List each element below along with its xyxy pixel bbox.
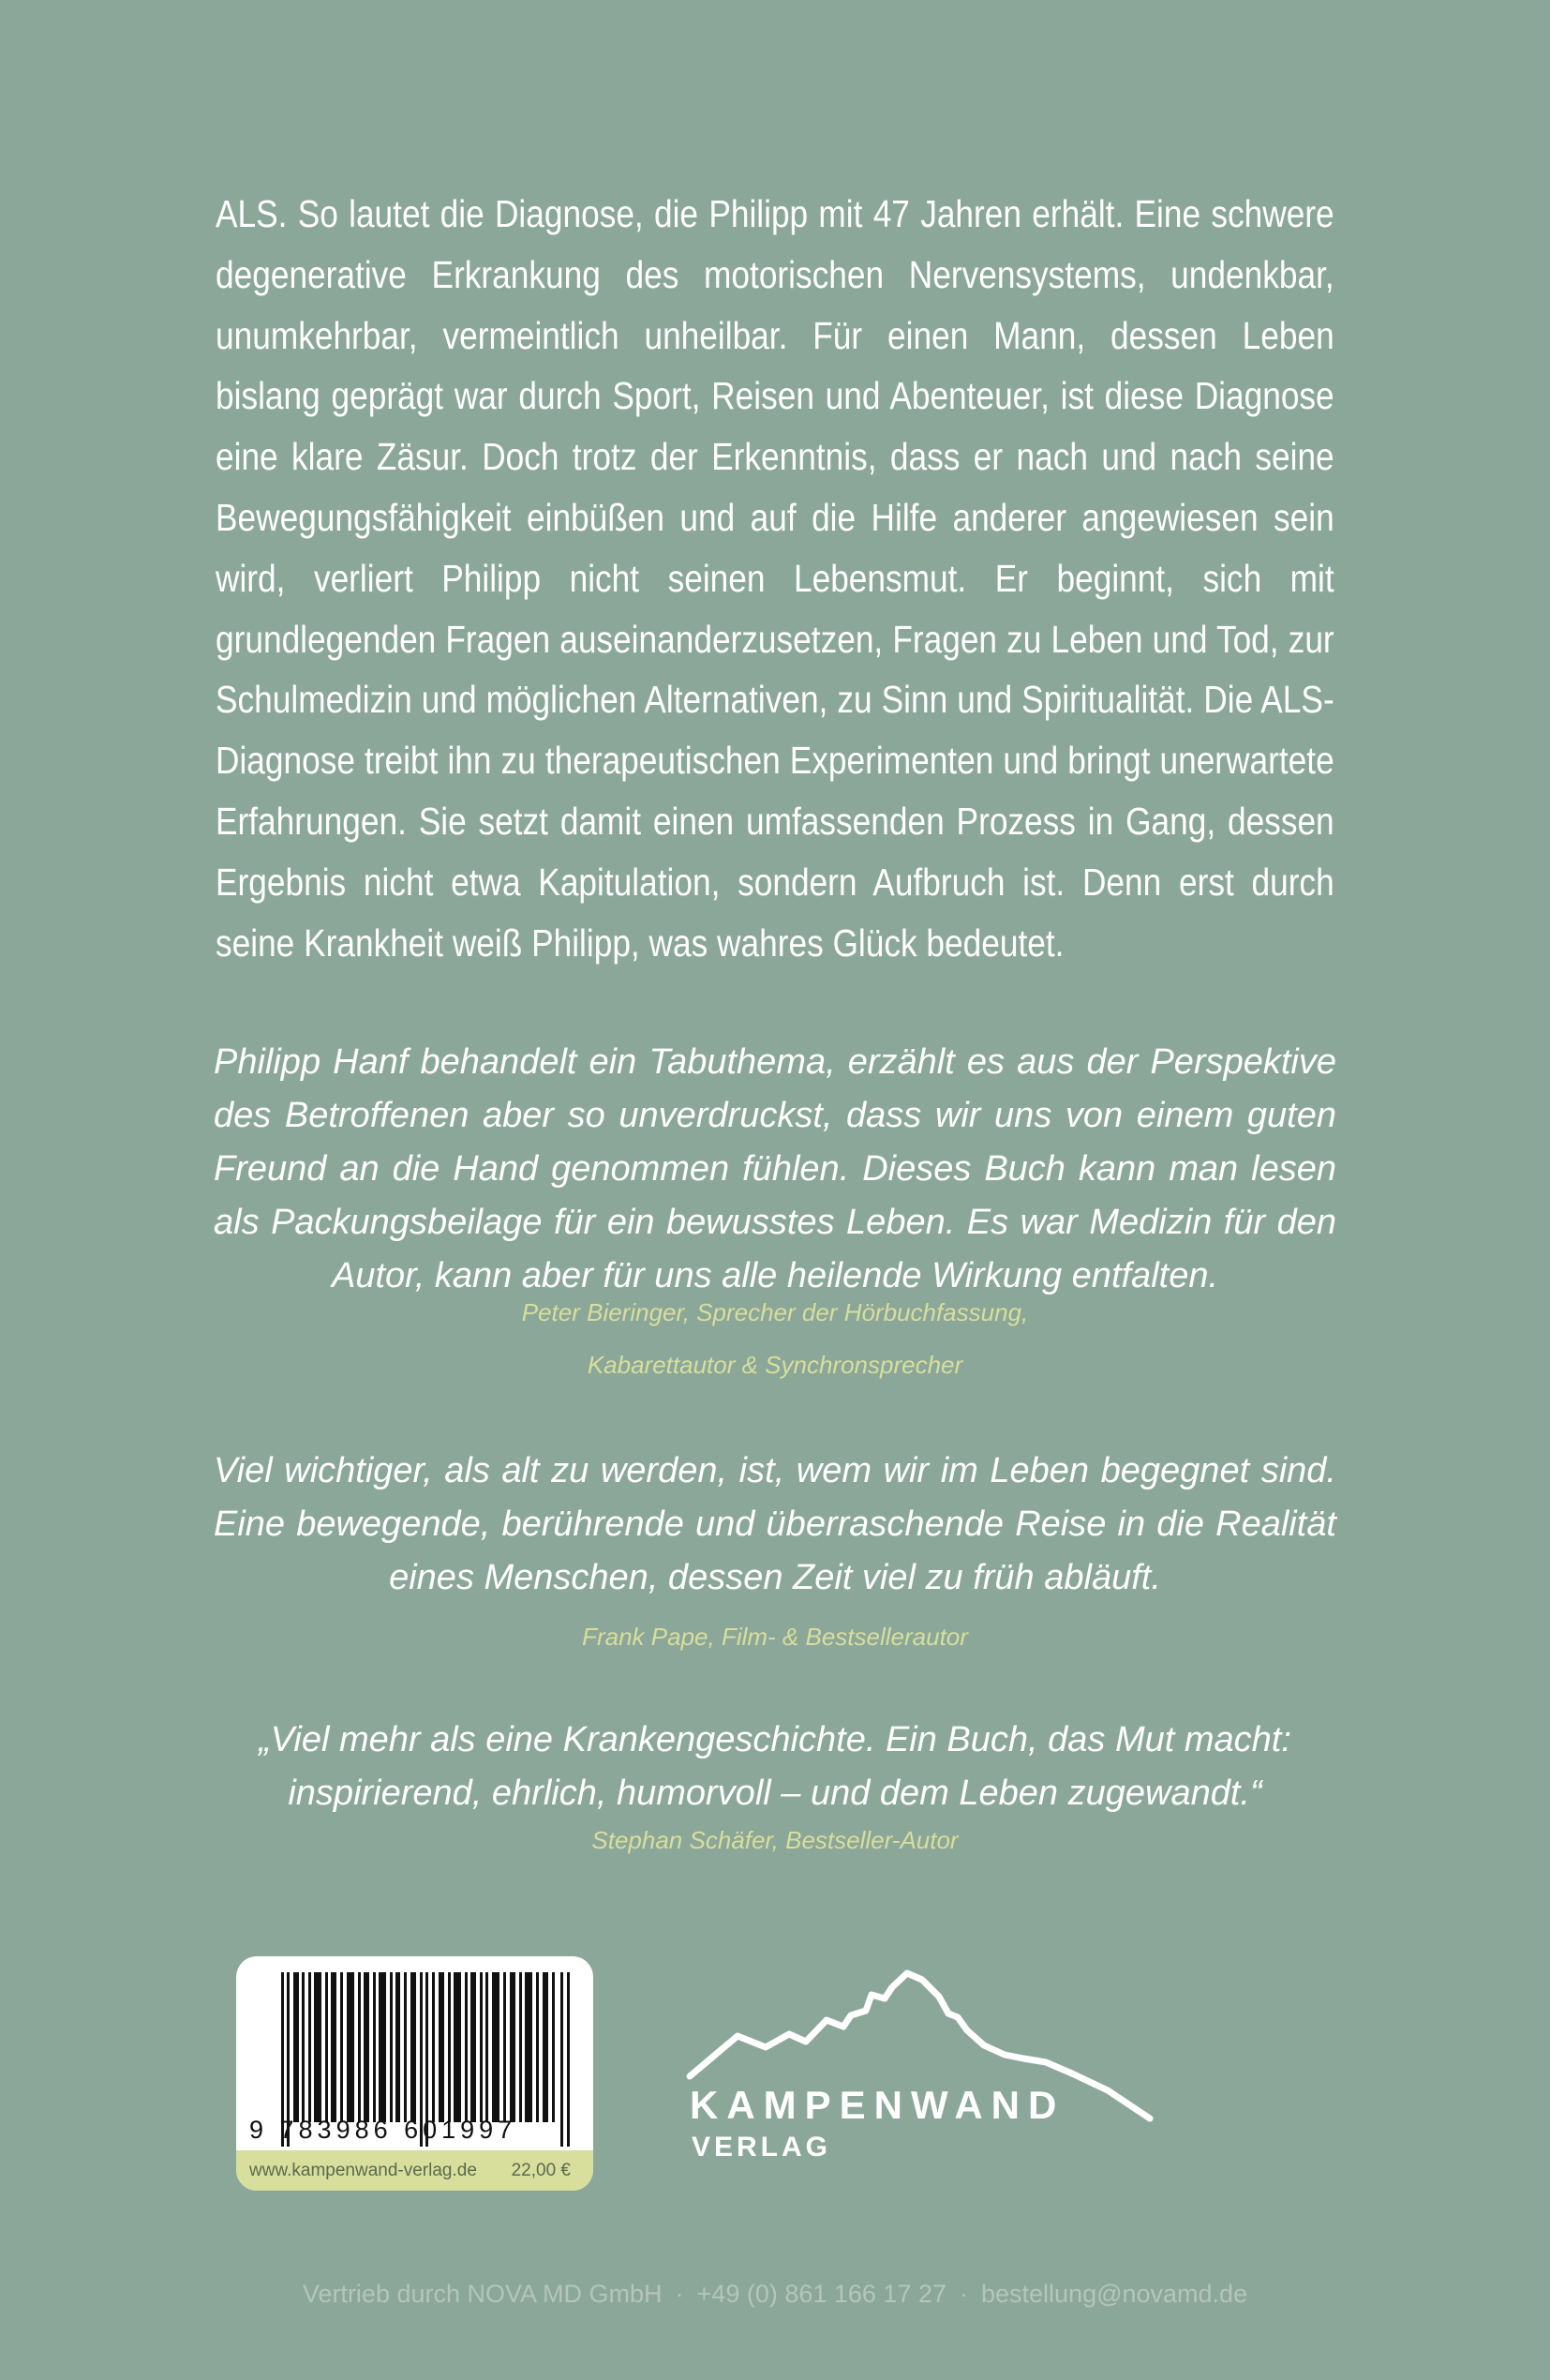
- quote-1-attribution-line1: Peter Bieringer, Sprecher der Hörbuchfassung,: [521, 1298, 1029, 1326]
- publisher-name: KAMPENWAND: [690, 2083, 1066, 2127]
- blurb-text: ALS. So lautet die Diagnose, die Philipp mit 47 Jahren erhält. Eine schwere degenerative Erkrankung des motorischen Nervensystems, undenkbar, unumkehrbar, vermeintlich unheilbar. Für einen Mann, dessen Leben bislang geprägt war durch Sport, Reisen und Abenteuer, ist diese Diagnose eine klare Zäsur. Doch trotz der Erkenntnis, dass er nach und nach seine Bewegungsfähigkeit einbüßen und auf die Hilfe anderer angewiesen sein wird, verliert Philipp nicht seinen Lebensmut. Er beginnt, sich mit grundlegenden Fragen auseinanderzusetzen, Fragen zu Leben und Tod, zur Schulmedizin und möglichen Alternativen, zu Sinn und Spiritualität. Die ALS- Diagnose treibt ihn zu therapeutischen Experimenten und bringt unerwartete Erfahrungen. Sie setzt damit einen umfassenden Prozess in Gang, dessen Ergebnis nicht etwa Kapitulation, sondern Aufbruch ist. Denn erst durch seine Krankheit weiß Philipp, was wahres Glück bedeutet.: [216, 192, 1334, 965]
- quote-2-attribution: Frank Pape, Film- & Bestsellerautor: [582, 1623, 968, 1651]
- publisher-website: www.kampenwand-verlag.de: [249, 2161, 477, 2180]
- separator-dot: ·: [960, 2280, 968, 2308]
- price-strip: [236, 2150, 593, 2191]
- quote-2: Viel wichtiger, als alt zu werden, ist, wem wir im Leben begegnet sind. Eine bewegende, berührende und überraschende Reise in die Realität eines Menschen, dessen Zeit viel zu früh abläuft.: [214, 1451, 1336, 1597]
- quote-1: Philipp Hanf behandelt ein Tabuthema, erzählt es aus der Perspektive des Betroffenen aber so unverdruckst, dass wir uns von einem guten Freund an die Hand genommen fühlen. Dieses Buch kann man lesen als Packungsbeilage für ein bewusstes Leben. Es war Medizin für den Autor, kann aber für uns alle heilende Wirkung entfalten.: [214, 1042, 1336, 1295]
- footer-distribution: Vertrieb durch NOVA MD GmbH: [302, 2280, 663, 2308]
- footer-phone: +49 (0) 861 166 17 27: [696, 2280, 946, 2308]
- barcode-label: [236, 1956, 593, 2191]
- quote-1-attribution-line2: Kabarettautor & Synchronsprecher: [587, 1351, 963, 1379]
- quote-3-attribution: Stephan Schäfer, Bestseller-Autor: [591, 1826, 959, 1854]
- isbn-number: 9 783986 601997: [249, 2116, 517, 2144]
- separator-dot: ·: [675, 2280, 684, 2308]
- footer-email: bestellung@novamd.de: [981, 2280, 1248, 2308]
- quote-3: „Viel mehr als eine Krankengeschichte. Ein Buch, das Mut macht: inspirierend, ehrlich, humorvoll – und dem Leben zugewandt.“: [259, 1720, 1291, 1813]
- footer-contact: [0, 2280, 1550, 2309]
- publisher-sub: VERLAG: [692, 2132, 832, 2163]
- price: 22,00 €: [511, 2161, 571, 2180]
